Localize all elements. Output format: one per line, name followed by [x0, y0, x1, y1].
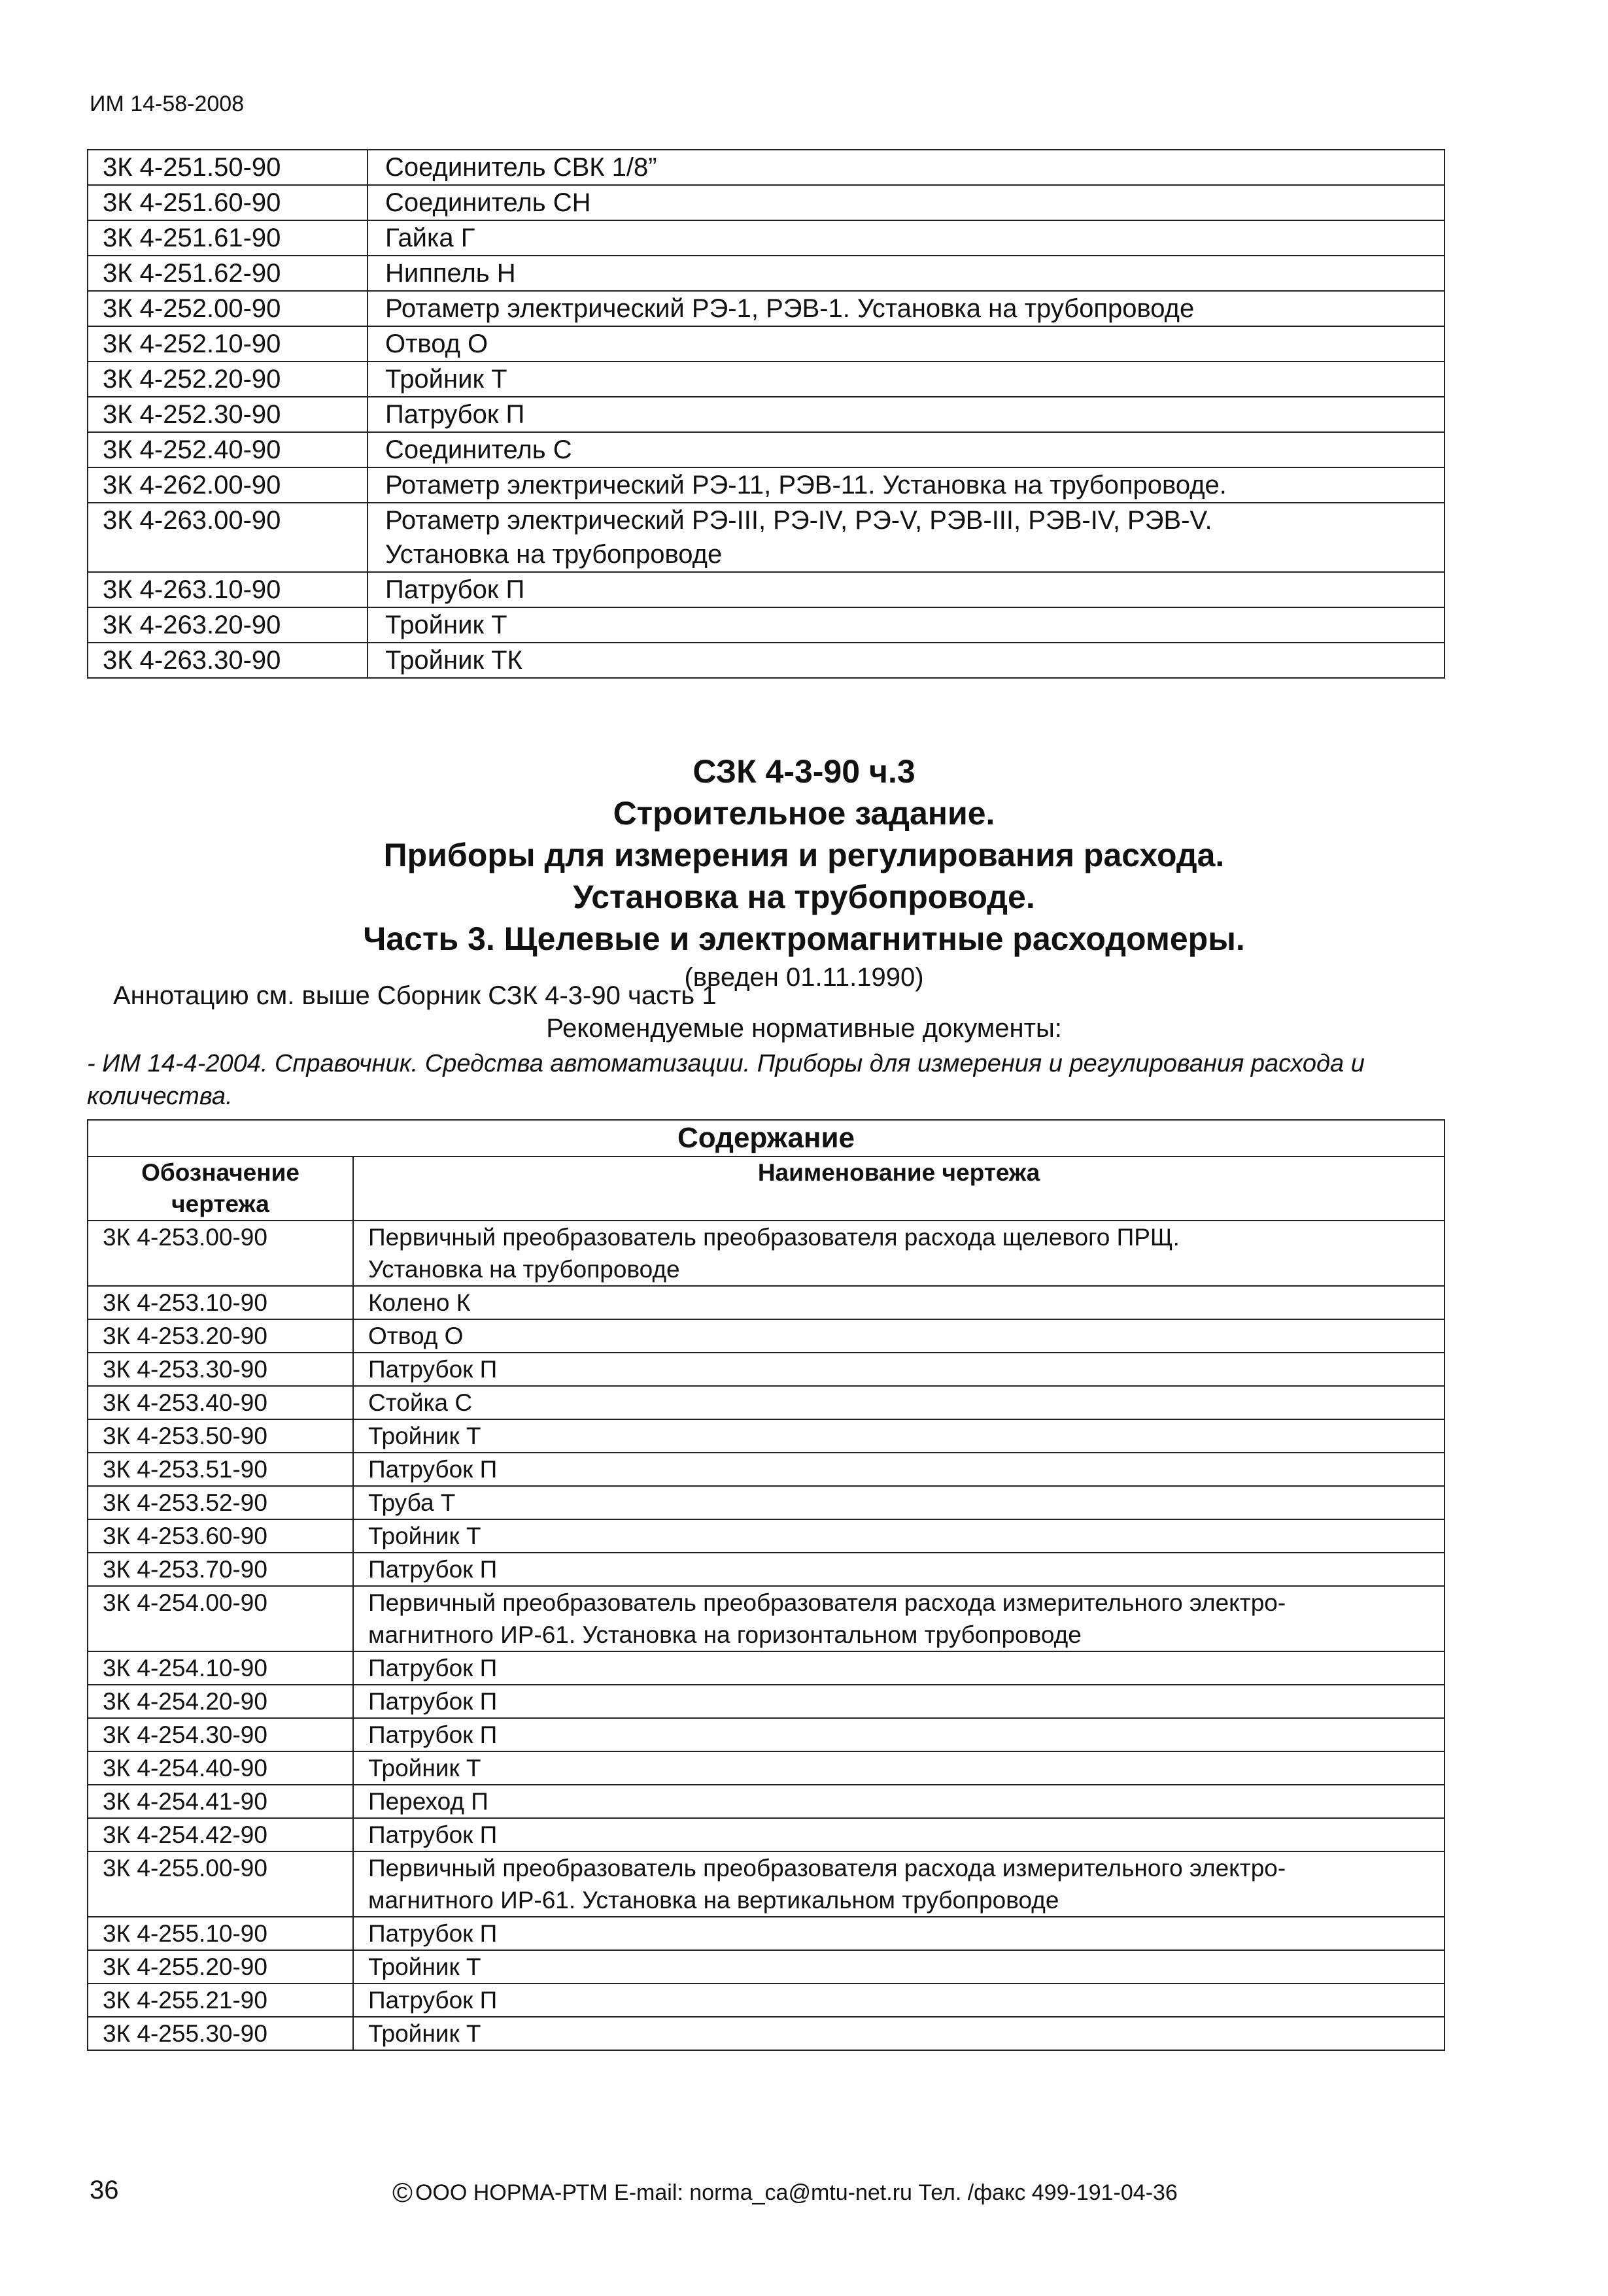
drawing-code-cell: 3К 4-254.00-90	[88, 1586, 353, 1651]
annotation-note: Аннотацию см. выше Сборник СЗК 4-3-90 часть 1	[113, 981, 717, 1010]
section-title-3: Установка на трубопроводе.	[573, 879, 1035, 915]
table-row	[88, 397, 1445, 432]
drawing-name-cell: Патрубок П	[353, 1553, 1445, 1586]
drawing-code-cell: 3К 4-253.50-90	[88, 1419, 353, 1453]
table-row	[88, 467, 1445, 503]
drawing-code-cell: 3К 4-255.21-90	[88, 1984, 353, 2017]
drawing-name-cell: Ротаметр электрический РЭ-1, РЭВ-1. Установка на трубопроводе	[368, 291, 1445, 326]
document-code: ИМ 14-58-2008	[90, 92, 245, 116]
drawing-name-cell: Первичный преобразователь преобразователя расхода измерительного электро- магнитного ИР-61. Установка на горизонтальном трубопроводе	[353, 1586, 1445, 1651]
table-row	[88, 1419, 1445, 1453]
drawing-name-cell: Тройник Т	[353, 2017, 1445, 2050]
drawing-code-cell: 3К 4-255.30-90	[88, 2017, 353, 2050]
drawing-code-cell: 3К 4-263.30-90	[88, 643, 368, 678]
table-row	[88, 1718, 1445, 1751]
drawing-name-cell: Патрубок П	[353, 1984, 1445, 2017]
table-row	[88, 1984, 1445, 2017]
reference-document: - ИМ 14-4-2004. Справочник. Средства автоматизации. Приборы для измерения и регулирования расхода и количества.	[87, 1050, 1365, 1110]
drawing-code-cell: 3К 4-262.00-90	[88, 467, 368, 503]
table-row	[88, 1917, 1445, 1950]
drawing-code-cell: 3К 4-251.60-90	[88, 185, 368, 220]
footer-copyright-text: ООО НОРМА-РТМ E-mail: norma_ca@mtu-net.ru Тел. /факс 499-191-04-36	[415, 2180, 1178, 2205]
drawing-code-cell: 3К 4-255.00-90	[88, 1851, 353, 1917]
drawing-name-cell: Патрубок П	[353, 1685, 1445, 1718]
drawing-code-cell: 3К 4-254.30-90	[88, 1718, 353, 1751]
drawing-name-cell: Тройник Т	[353, 1751, 1445, 1785]
table-row	[88, 2017, 1445, 2050]
table-row	[88, 1751, 1445, 1785]
contents-table-body	[88, 1221, 1445, 2050]
table-row	[88, 1286, 1445, 1319]
drawing-name-cell: Первичный преобразователь преобразователя расхода измерительного электро- магнитного ИР-61. Установка на вертикальном трубопроводе	[353, 1851, 1445, 1917]
table-row	[88, 1453, 1445, 1486]
drawing-name-cell: Патрубок П	[353, 1917, 1445, 1950]
contents-header-row	[88, 1156, 1445, 1221]
drawing-code-cell: 3К 4-253.20-90	[88, 1319, 353, 1353]
drawing-name-cell: Труба Т	[353, 1486, 1445, 1519]
drawing-name-cell: Соединитель СН	[368, 185, 1445, 220]
section-title-4: Часть 3. Щелевые и электромагнитные расходомеры.	[363, 920, 1245, 957]
drawing-name-cell: Патрубок П	[353, 1818, 1445, 1851]
drawing-name-cell: Тройник Т	[368, 607, 1445, 643]
drawing-name-cell: Ниппель Н	[368, 256, 1445, 291]
drawing-code-cell: 3К 4-253.40-90	[88, 1386, 353, 1419]
drawing-name-cell: Патрубок П	[353, 1453, 1445, 1486]
drawing-code-cell: 3К 4-253.51-90	[88, 1453, 353, 1486]
drawing-code-cell: 3К 4-252.20-90	[88, 362, 368, 397]
table-row	[88, 150, 1445, 185]
drawing-name-cell: Патрубок П	[368, 572, 1445, 607]
drawing-code-cell: 3К 4-253.60-90	[88, 1519, 353, 1553]
drawing-code-cell: 3К 4-252.40-90	[88, 432, 368, 467]
drawing-code-cell: 3К 4-253.70-90	[88, 1553, 353, 1586]
table-row	[88, 1553, 1445, 1586]
drawing-code-cell: 3К 4-253.52-90	[88, 1486, 353, 1519]
drawing-code-cell: 3К 4-252.10-90	[88, 326, 368, 362]
table-row	[88, 1221, 1445, 1286]
drawing-name-cell: Первичный преобразователь преобразователя расхода щелевого ПРЩ. Установка на трубопроводе	[353, 1221, 1445, 1286]
drawing-code-cell: 3К 4-254.20-90	[88, 1685, 353, 1718]
drawing-name-cell: Патрубок П	[353, 1353, 1445, 1386]
drawing-name-cell: Колено К	[353, 1286, 1445, 1319]
drawing-code-cell: 3К 4-253.00-90	[88, 1221, 353, 1286]
table-row	[88, 1818, 1445, 1851]
section-title-1: Строительное задание.	[613, 795, 995, 832]
drawing-name-cell: Тройник Т	[353, 1950, 1445, 1984]
drawing-code-cell: 3К 4-254.10-90	[88, 1651, 353, 1685]
table-row	[88, 1353, 1445, 1386]
drawing-name-cell: Ротаметр электрический РЭ-III, РЭ-IV, РЭ-V, РЭВ-III, РЭВ-IV, РЭВ-V. Установка на трубопроводе	[368, 503, 1445, 572]
table-row	[88, 432, 1445, 467]
table-row	[88, 572, 1445, 607]
table-row	[88, 1319, 1445, 1353]
drawing-name-cell: Стойка С	[353, 1386, 1445, 1419]
contents-caption: Содержание	[88, 1120, 1445, 1156]
introduced-date: (введен 01.11.1990)	[684, 963, 924, 992]
table-row	[88, 503, 1445, 572]
table-row	[88, 1386, 1445, 1419]
table-row	[88, 1851, 1445, 1917]
table-row	[88, 1519, 1445, 1553]
copyright-icon: ©	[392, 2177, 413, 2208]
contents-caption-row	[88, 1120, 1445, 1156]
drawing-code-cell: 3К 4-263.00-90	[88, 503, 368, 572]
drawing-code-cell: 3К 4-255.10-90	[88, 1917, 353, 1950]
table-row	[88, 1685, 1445, 1718]
column-header-name: Наименование чертежа	[353, 1156, 1445, 1221]
drawing-name-cell: Переход П	[353, 1785, 1445, 1818]
drawing-name-cell: Ротаметр электрический РЭ-11, РЭВ-11. Установка на трубопроводе.	[368, 467, 1445, 503]
parts-table-body	[88, 150, 1445, 678]
table-row	[88, 1486, 1445, 1519]
drawing-code-cell: 3К 4-254.41-90	[88, 1785, 353, 1818]
drawing-code-cell: 3К 4-254.42-90	[88, 1818, 353, 1851]
drawing-code-cell: 3К 4-251.61-90	[88, 220, 368, 256]
drawing-code-cell: 3К 4-253.30-90	[88, 1353, 353, 1386]
drawing-name-cell: Тройник ТК	[368, 643, 1445, 678]
drawing-code-cell: 3К 4-251.62-90	[88, 256, 368, 291]
table-row	[88, 643, 1445, 678]
drawing-name-cell: Гайка Г	[368, 220, 1445, 256]
column-header-code: Обозначение чертежа	[88, 1156, 353, 1221]
drawing-name-cell: Соединитель С	[368, 432, 1445, 467]
drawing-name-cell: Патрубок П	[353, 1651, 1445, 1685]
drawing-name-cell: Тройник Т	[353, 1419, 1445, 1453]
table-row	[88, 607, 1445, 643]
drawing-code-cell: 3К 4-252.00-90	[88, 291, 368, 326]
table-row	[88, 1785, 1445, 1818]
drawing-code-cell: 3К 4-251.50-90	[88, 150, 368, 185]
table-row	[88, 1651, 1445, 1685]
table-row	[88, 326, 1445, 362]
contents-table	[87, 1119, 1445, 2051]
drawing-name-cell: Тройник Т	[353, 1519, 1445, 1553]
drawing-code-cell: 3К 4-254.40-90	[88, 1751, 353, 1785]
table-row	[88, 1950, 1445, 1984]
footer-copyright	[392, 2177, 1178, 2208]
table-row	[88, 291, 1445, 326]
drawing-name-cell: Отвод О	[353, 1319, 1445, 1353]
drawing-code-cell: 3К 4-255.20-90	[88, 1950, 353, 1984]
table-row	[88, 185, 1445, 220]
table-row	[88, 220, 1445, 256]
parts-table	[87, 149, 1445, 679]
drawing-code-cell: 3К 4-263.10-90	[88, 572, 368, 607]
section-code: СЗК 4-3-90 ч.3	[693, 753, 915, 790]
table-row	[88, 1586, 1445, 1651]
drawing-name-cell: Соединитель СВК 1/8”	[368, 150, 1445, 185]
drawing-name-cell: Патрубок П	[353, 1718, 1445, 1751]
drawing-code-cell: 3К 4-252.30-90	[88, 397, 368, 432]
recommended-docs-heading: Рекомендуемые нормативные документы:	[546, 1014, 1062, 1043]
table-row	[88, 256, 1445, 291]
section-title-2: Приборы для измерения и регулирования расхода.	[383, 837, 1225, 873]
drawing-name-cell: Отвод О	[368, 326, 1445, 362]
drawing-code-cell: 3К 4-263.20-90	[88, 607, 368, 643]
drawing-name-cell: Тройник Т	[368, 362, 1445, 397]
drawing-code-cell: 3К 4-253.10-90	[88, 1286, 353, 1319]
drawing-name-cell: Патрубок П	[368, 397, 1445, 432]
table-row	[88, 362, 1445, 397]
page-number: 36	[90, 2176, 119, 2204]
